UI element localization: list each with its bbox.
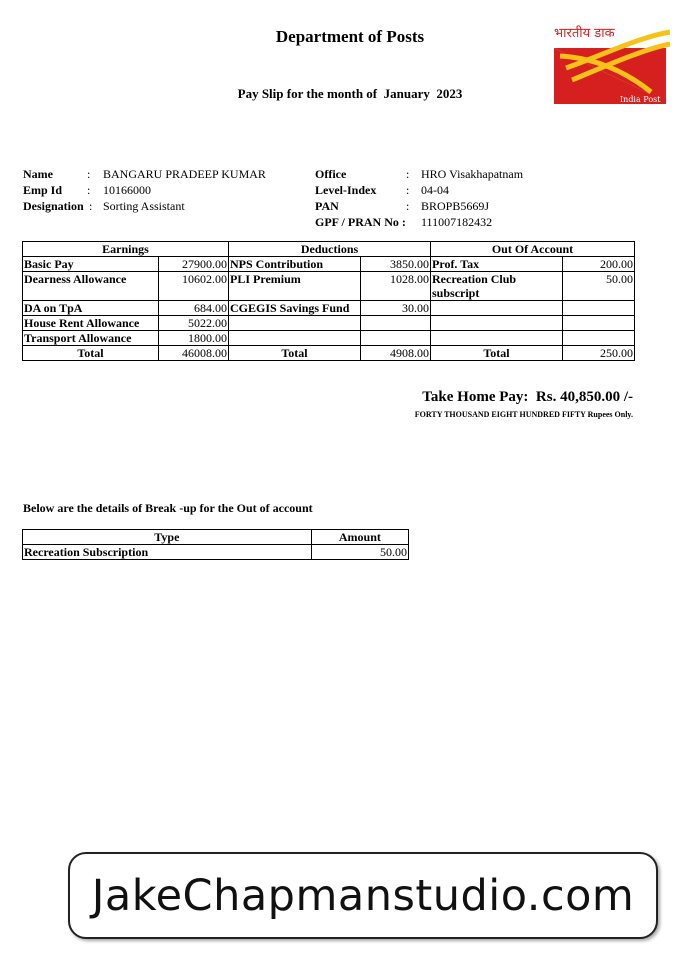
earning-amount: 684.00 — [159, 301, 229, 316]
office-value: HRO Visakhapatnam — [421, 167, 524, 181]
breakup-table — [22, 529, 409, 560]
colon: : — [87, 183, 91, 197]
out-account-label — [431, 316, 563, 331]
out-account-total: 250.00 — [563, 346, 635, 361]
colon: : — [89, 199, 93, 213]
pan-label: PAN — [315, 199, 339, 213]
name-label: Name — [23, 167, 53, 181]
out-account-label — [431, 331, 563, 346]
earnings-header: Earnings — [23, 242, 229, 257]
out-account-amount — [563, 301, 635, 316]
gpf-label: GPF / PRAN No : — [315, 215, 406, 229]
out-account-amount — [563, 331, 635, 346]
breakup-amount: 50.00 — [311, 545, 408, 560]
emp-id-label: Emp Id — [23, 183, 63, 197]
deduction-label: CGEGIS Savings Fund — [229, 301, 361, 316]
breakup-header — [23, 530, 409, 545]
emp-id-value: 10166000 — [103, 183, 151, 197]
deduction-amount: 30.00 — [361, 301, 431, 316]
deductions-header: Deductions — [229, 242, 431, 257]
earning-label: House Rent Allowance — [23, 316, 159, 331]
deduction-label — [229, 331, 361, 346]
amount-header: Amount — [311, 530, 408, 545]
table-row — [23, 272, 635, 301]
deduction-label: NPS Contribution — [229, 257, 361, 272]
svg-text:India Post: India Post — [620, 95, 661, 104]
designation-label: Designation — [23, 199, 84, 213]
deduction-amount: 1028.00 — [361, 272, 431, 301]
earnings-total: 46008.00 — [159, 346, 229, 361]
earning-label: DA on TpA — [23, 301, 159, 316]
out-account-label: Recreation Club subscript — [431, 272, 563, 301]
take-home-words: FORTY THOUSAND EIGHT HUNDRED FIFTY Rupees Only. — [414, 410, 633, 419]
out-account-amount: 50.00 — [563, 272, 635, 301]
deduction-amount: 3850.00 — [361, 257, 431, 272]
table-row — [23, 301, 635, 316]
document-title: Department of Posts — [275, 27, 425, 46]
out-account-label — [431, 301, 563, 316]
earning-amount: 10602.00 — [159, 272, 229, 301]
out-account-amount — [563, 316, 635, 331]
watermark-banner: JakeChapmanstudio.com — [68, 852, 658, 939]
take-home-pay: Take Home Pay: Rs. 40,850.00 /- — [422, 389, 633, 405]
deduction-amount — [361, 316, 431, 331]
out-account-amount: 200.00 — [563, 257, 635, 272]
deductions-total-label: Total — [229, 346, 361, 361]
earning-amount: 5022.00 — [159, 316, 229, 331]
employee-info — [23, 166, 643, 230]
office-label: Office — [315, 167, 347, 181]
earnings-total-label: Total — [23, 346, 159, 361]
pan-value: BROPB5669J — [421, 199, 490, 213]
colon: : — [406, 183, 410, 197]
type-header: Type — [23, 530, 312, 545]
earning-label: Dearness Allowance — [23, 272, 159, 301]
earning-amount: 1800.00 — [159, 331, 229, 346]
employee-name: BANGARU PRADEEP KUMAR — [103, 167, 266, 181]
deduction-label: PLI Premium — [229, 272, 361, 301]
gpf-value: 111007182432 — [421, 215, 493, 229]
out-account-total-label: Total — [431, 346, 563, 361]
colon: : — [87, 167, 91, 181]
table-row — [23, 545, 409, 560]
deduction-label — [229, 316, 361, 331]
pay-table — [22, 241, 635, 361]
breakup-heading: Below are the details of Break -up for the Out of account — [23, 501, 313, 515]
table-row — [23, 331, 635, 346]
earning-label: Transport Allowance — [23, 331, 159, 346]
svg-text:भारतीय डाक: भारतीय डाक — [554, 26, 615, 41]
out-of-account-header: Out Of Account — [431, 242, 635, 257]
payslip-period: Pay Slip for the month of January 2023 — [237, 86, 463, 101]
totals-row — [23, 346, 635, 361]
table-row — [23, 257, 635, 272]
level-value: 04-04 — [421, 183, 449, 197]
colon: : — [406, 167, 410, 181]
pay-table-header — [23, 242, 635, 257]
deductions-total: 4908.00 — [361, 346, 431, 361]
breakup-type: Recreation Subscription — [23, 545, 312, 560]
table-row — [23, 316, 635, 331]
earning-amount: 27900.00 — [159, 257, 229, 272]
colon: : — [406, 199, 410, 213]
deduction-amount — [361, 331, 431, 346]
india-post-logo — [546, 22, 670, 106]
earning-label: Basic Pay — [23, 257, 159, 272]
designation-value: Sorting Assistant — [103, 199, 185, 213]
out-account-label: Prof. Tax — [431, 257, 563, 272]
level-label: Level-Index — [315, 183, 377, 197]
